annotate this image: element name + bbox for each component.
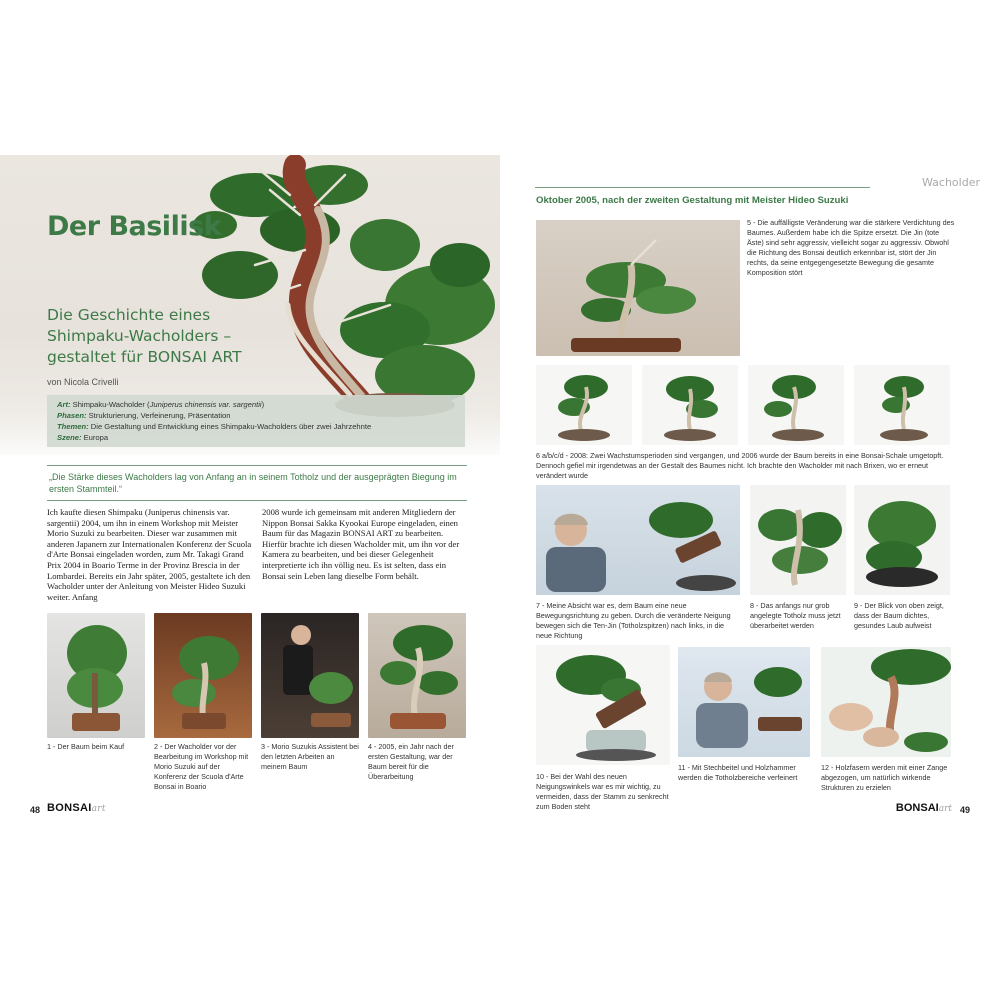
photo-7 [536,485,740,595]
page-number-right: 49 [959,805,970,815]
caption-6: 6 a/b/c/d - 2008: Zwei Wachstumsperioden sind vergangen, und 2006 wurde der Baum bereits in eine Bonsai-Schale umgetopft. Dennoch gefiel mir irgendetwas an der Gestalt des Baumes nicht. Ich brachte den Wacholder mit nach Brixen, wo er erneut verändert wurde [536,451,944,480]
caption-3: 3 - Morio Suzukis Assistent bei den letzten Arbeiten an meinem Baum [261,742,359,771]
info-art: Art: Shimpaku-Wacholder (Juniperus chinensis var. sargentii) [57,400,265,409]
photo-12 [821,647,951,757]
photo-4 [368,613,466,738]
caption-1: 1 - Der Baum beim Kauf [47,742,125,751]
info-box [47,395,465,447]
caption-11: 11 - Mit Stechbeitel und Holzhammer werden die Totholzbereiche verfeinert [678,763,798,782]
bonsai-photo-11-illustration [678,647,810,757]
info-szene: Szene: Europa [57,433,109,442]
section-headline: Oktober 2005, nach der zweiten Gestaltung mit Meister Hideo Suzuki [536,195,849,206]
section-tag: Wacholder [922,176,980,189]
brand-logo-right: BONSAIart [895,802,952,814]
byline: von Nicola Crivelli [47,377,119,387]
bonsai-photo-12-illustration [821,647,951,757]
photo-2 [154,613,252,738]
bonsai-photo-6a-illustration [536,365,632,445]
bonsai-photo-4-illustration [368,613,466,738]
photo-6d [854,365,950,445]
bonsai-photo-2-illustration [154,613,252,738]
caption-10: 10 - Bei der Wahl des neuen Neigungswinkels war es mir wichtig, zu vermeiden, dass der Stamm zu senkrecht zum Boden steht [536,772,669,811]
photo-5 [536,220,740,356]
photo-6a [536,365,632,445]
caption-9: 9 - Der Blick von oben zeigt, dass der Baum dichtes, gesundes Laub aufweist [854,601,944,630]
bonsai-photo-5-illustration [536,220,740,356]
article-title: Der Basilisk [47,211,222,242]
photo-11 [678,647,810,757]
caption-7: 7 - Meine Absicht war es, dem Baum eine neue Bewegungsrichtung zu geben. Durch die veränderte Neigung bewegen sich die Ten-Jin (Totholzspitzen) nach links, in die neue Richtung [536,601,731,640]
bonsai-photo-9-illustration [854,485,950,595]
caption-2: 2 - Der Wacholder vor der Bearbeitung im Workshop mit Morio Suzuki auf der Konferenz der Scuola d'Arte Bonsai in Boario [154,742,249,791]
photo-1 [47,613,145,738]
photo-8 [750,485,846,595]
info-themen: Themen: Die Gestaltung und Entwicklung eines Shimpaku-Wacholders über zwei Jahrzehnte [57,422,372,431]
left-page [0,155,500,820]
body-text-column-2: 2008 wurde ich gemeinsam mit anderen Mitgliedern der Nippon Bonsai Sakka Kyookai Europe eingeladen, einen Baum für das Magazin BONSAI ART zu bearbeiten. Hierfür brachte ich diesen Wacholder mit, um ihn vor der Kamera zu bearbeiten, und bei dieser Gelegenheit interpretierte ich ihn völlig neu. Es ist selten, dass ein Bonsai sein Leben lang dieselbe Form behält. [262,507,460,581]
photo-3 [261,613,359,738]
body-text-column-1: Ich kaufte diesen Shimpaku (Juniperus chinensis var. sargentii) 2004, um ihn in einem Workshop mit Meister Morio Suzuki zu bearbeiten. Dieser war zusammen mit anderen Japanern zur Internationalen Konferenz der Scuola d'Arte Bonsai eingeladen worden, zum Mr. Takagi Grand Prix 2004 in Boario Terme in der Provinz Brescia in der Lombardei. Bereits ein Jahr später, 2005, gestaltete ich den Wacholder unter der Anleitung von Meister Hideo Suzuki weiter. Anfang [47,507,252,602]
right-page [500,155,1000,820]
bonsai-photo-3-illustration [261,613,359,738]
caption-5: 5 - Die auffälligste Veränderung war die stärkere Verdichtung des Baumes. Außerdem habe ich die Spitze ersetzt. Die Jin (tote Äste) sind sehr aggressiv, vielleicht sogar zu aggressiv. Obwohl die Richtung des Bonsai deutlich erkennbar ist, stört der Jin rechts, da seine entgegengesetzte Bewegung die gesamte Komposition stört [747,218,955,277]
photo-6b [642,365,738,445]
brand-logo-left: BONSAIart [47,802,106,814]
bonsai-photo-1-illustration [47,613,145,738]
bonsai-photo-6b-illustration [642,365,738,445]
bonsai-photo-10-illustration [536,645,670,765]
bonsai-photo-6d-illustration [854,365,950,445]
caption-12: 12 - Holzfasern werden mit einer Zange abgezogen, um natürlich wirkende Strukturen zu erzielen [821,763,948,792]
page-number-left: 48 [30,805,41,815]
info-phasen: Phasen: Strukturierung, Verfeinerung, Präsentation [57,411,231,420]
caption-4: 4 - 2005, ein Jahr nach der ersten Gestaltung, war der Baum bereit für die Überarbeitung [368,742,454,781]
bonsai-photo-7-illustration [536,485,740,595]
caption-8: 8 - Das anfangs nur grob angelegte Totholz muss jetzt überarbeitet werden [750,601,841,630]
bonsai-photo-8-illustration [750,485,846,595]
article-subtitle: Die Geschichte eines Shimpaku-Wacholders – gestaltet für BONSAI ART [47,306,242,366]
photo-10 [536,645,670,765]
pull-quote: „Die Stärke dieses Wacholders lag von Anfang an in seinem Totholz und der ausgeprägten Biegung im ersten Stammteil.“ [47,465,467,501]
bonsai-photo-6c-illustration [748,365,844,445]
headline-rule [535,187,870,188]
photo-6c [748,365,844,445]
photo-9 [854,485,950,595]
